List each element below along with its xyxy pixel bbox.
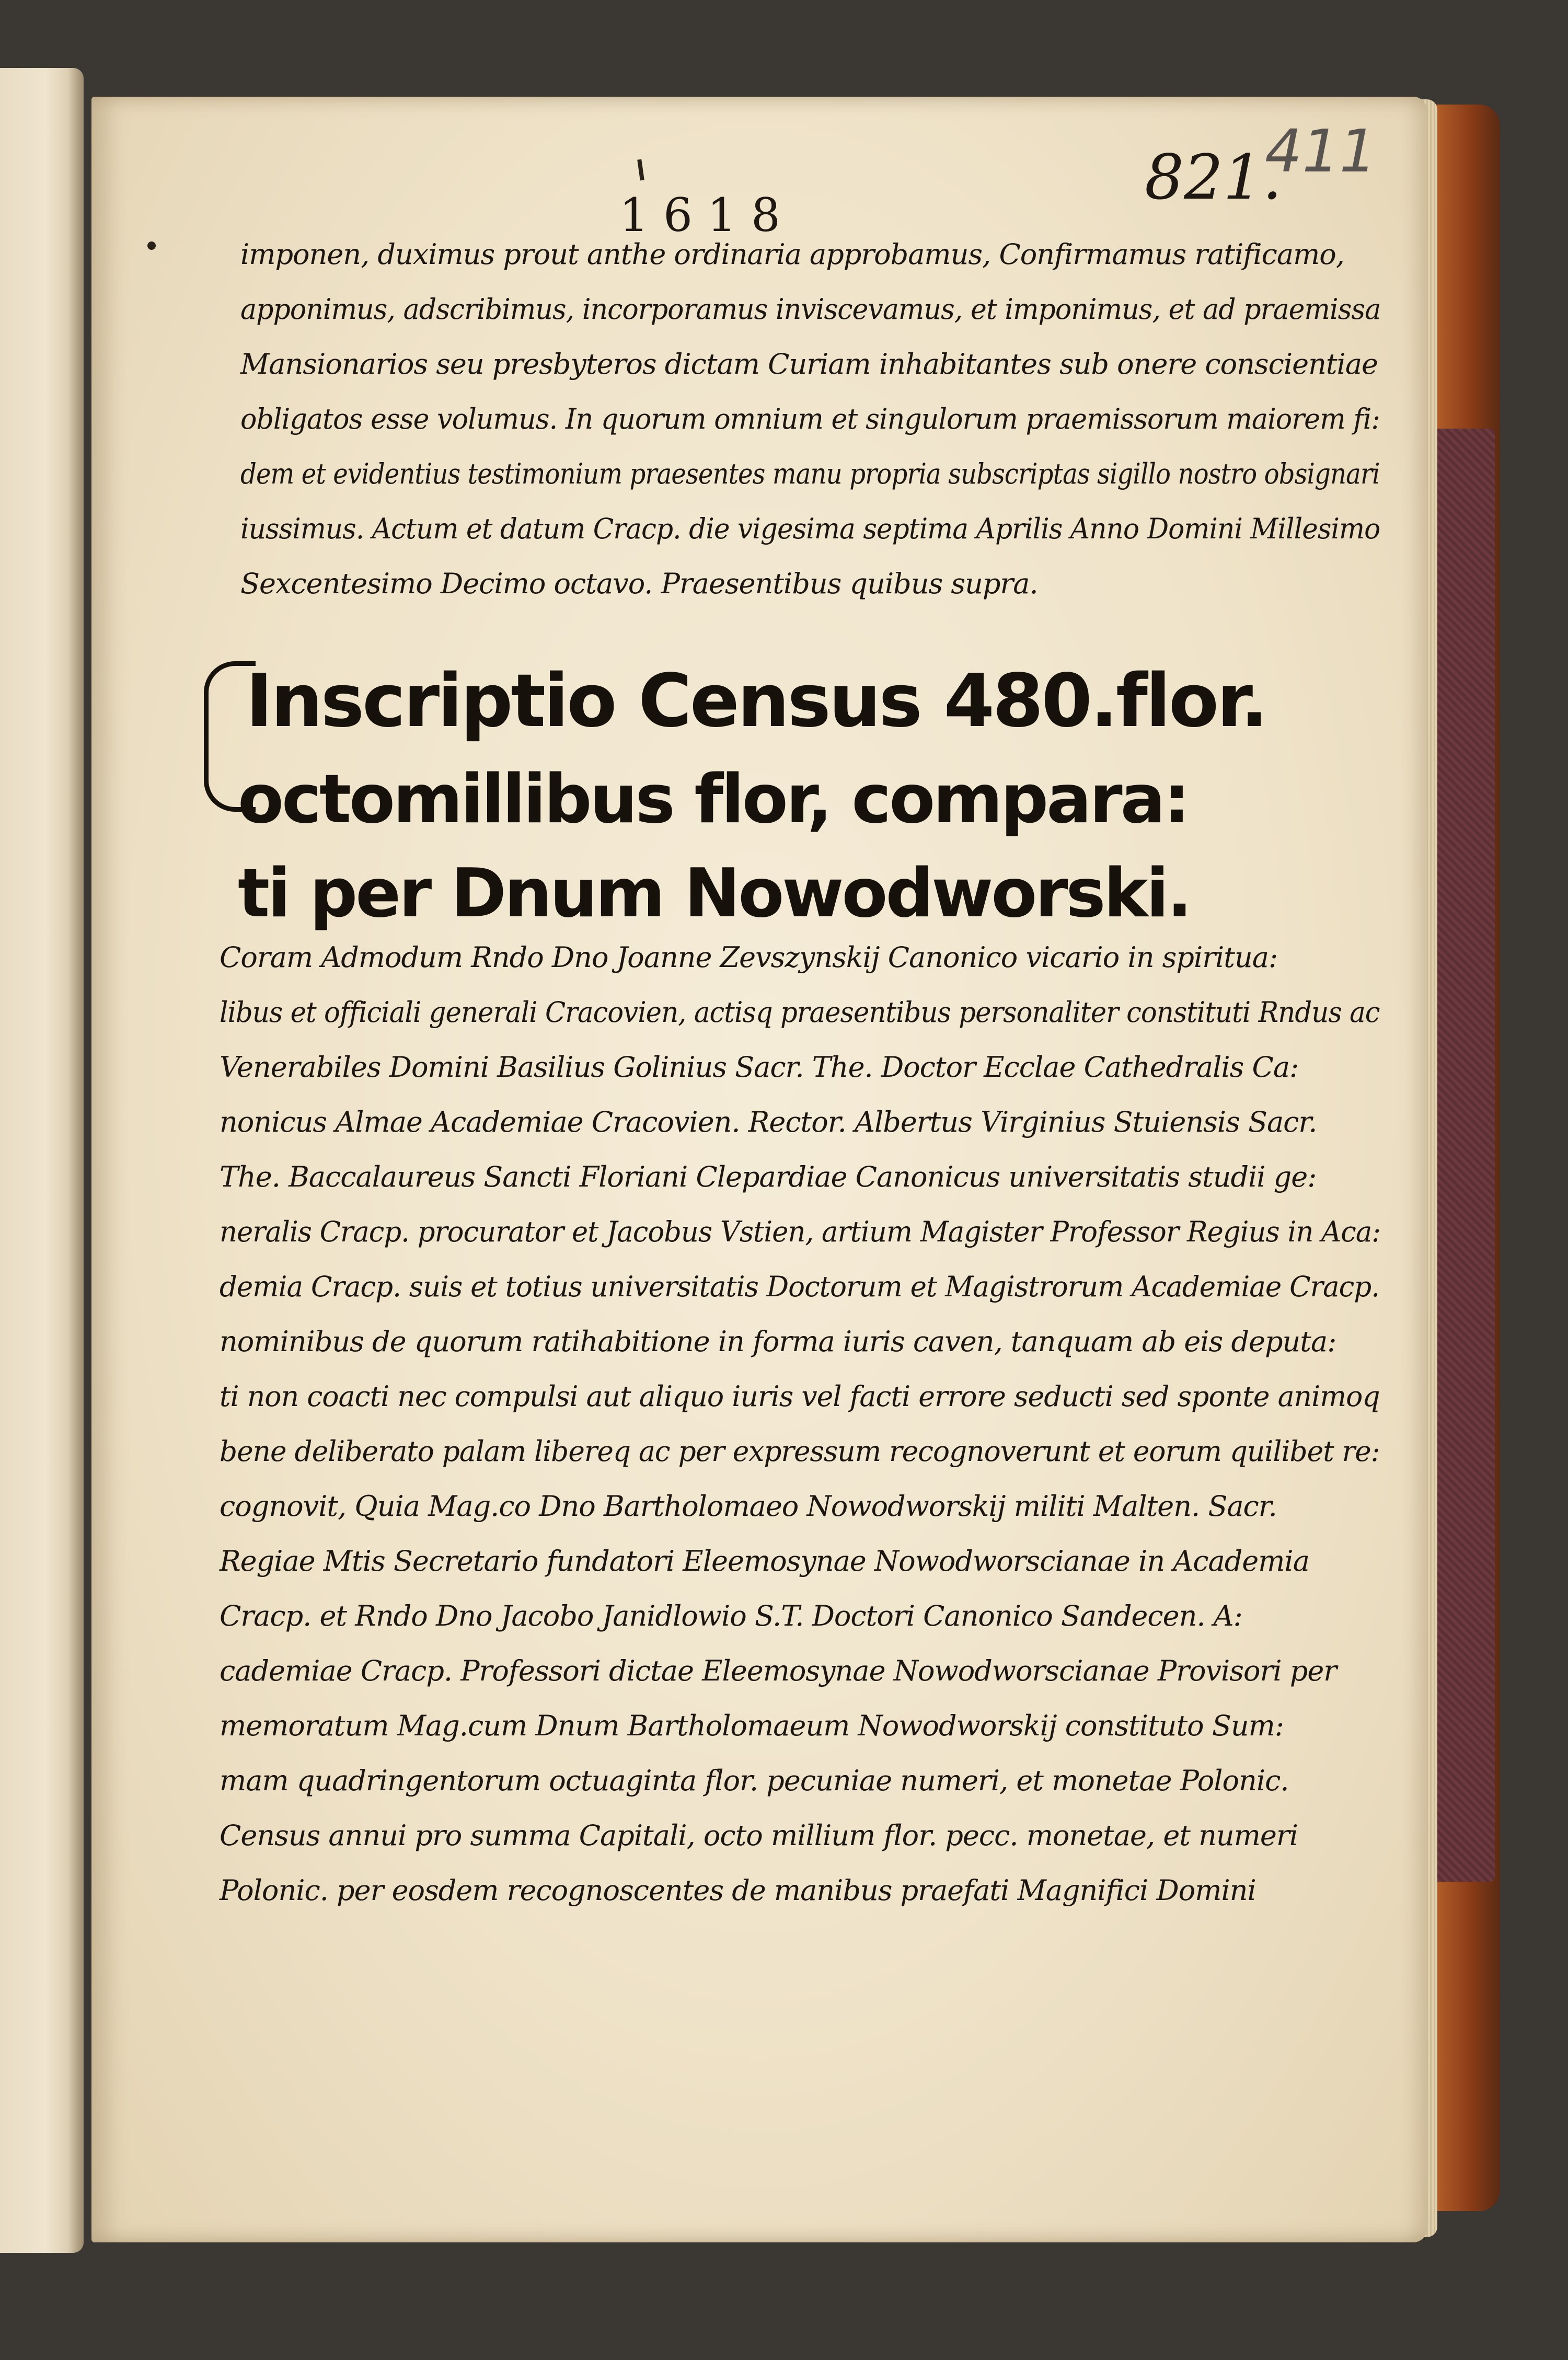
text-line: dem et evidentius testimonium praesentes manu propria subscriptas sigillo nostro obsignari	[240, 457, 1380, 490]
text-line: obligatos esse volumus. In quorum omnium et singulorum praemissorum maiorem fi:	[240, 402, 1380, 435]
text-line: neralis Cracp. procurator et Jacobus Vstien, artium Magister Professor Regius in Aca:	[220, 1215, 1381, 1248]
text-line: iussimus. Actum et datum Cracp. die vigesima septima Aprilis Anno Domini Millesimo	[240, 512, 1380, 545]
left-facing-page	[0, 68, 84, 2253]
text-line: Mansionarios seu presbyteros dictam Curiam inhabitantes sub onere conscientiae	[240, 348, 1378, 381]
text-line: Census annui pro summa Capitali, octo millium flor. pecc. monetae, et numeri	[220, 1819, 1298, 1852]
text-line: nominibus de quorum ratihabitione in forma iuris caven, tanquam ab eis deputa:	[220, 1325, 1336, 1358]
heading-line-1: Inscriptio Census 480.flor.	[246, 659, 1266, 744]
text-line: memoratum Mag.cum Dnum Bartholomaeum Nowodworskij constituto Sum:	[220, 1709, 1284, 1742]
pencil-folio-number: 411	[1265, 118, 1377, 186]
text-line: imponen, duximus prout anthe ordinaria approbamus, Confirmamus ratificamo,	[240, 238, 1344, 271]
heading-line-3: ti per Dnum Nowodworski.	[238, 855, 1191, 933]
folio-number: 821.	[1145, 141, 1282, 213]
text-line: Venerabiles Domini Basilius Golinius Sacr. The. Doctor Ecclae Cathedralis Ca:	[220, 1051, 1299, 1084]
text-line: Polonic. per eosdem recognoscentes de manibus praefati Magnifici Domini	[220, 1874, 1256, 1907]
text-line: cognovit, Quia Mag.co Dno Bartholomaeo Nowodworskij militi Malten. Sacr.	[220, 1490, 1277, 1523]
book-cover-cloth	[1437, 429, 1495, 1882]
text-line: mam quadringentorum octuaginta flor. pecuniae numeri, et monetae Polonic.	[220, 1764, 1289, 1797]
year-heading: 1618	[619, 188, 795, 242]
text-line: Sexcentesimo Decimo octavo. Praesentibus quibus supra.	[240, 567, 1038, 600]
text-line: The. Baccalaureus Sancti Floriani Clepardiae Canonicus universitatis studii ge:	[220, 1160, 1317, 1193]
left-page-fold	[68, 68, 84, 2253]
heading-line-2: octomillibus flor, compara:	[238, 761, 1189, 838]
text-line: demia Cracp. suis et totius universitatis Doctorum et Magistrorum Academiae Cracp.	[220, 1270, 1380, 1303]
text-line: apponimus, adscribimus, incorporamus inviscevamus, et imponimus, et ad praemissa	[240, 293, 1381, 326]
text-line: Cracp. et Rndo Dno Jacobo Janidlowio S.T. Doctori Canonico Sandecen. A:	[220, 1599, 1242, 1632]
text-line: Coram Admodum Rndo Dno Joanne Zevszynskij Canonico vicario in spiritua:	[220, 941, 1278, 974]
margin-dot	[147, 241, 156, 250]
text-line: nonicus Almae Academiae Cracovien. Rector. Albertus Virginius Stuiensis Sacr.	[220, 1106, 1317, 1138]
text-line: Regiae Mtis Secretario fundatori Eleemosynae Nowodworscianae in Academia	[220, 1545, 1309, 1578]
text-line: libus et officiali generali Cracovien, actisq praesentibus personaliter constituti Rndus ac	[220, 996, 1380, 1029]
text-line: ti non coacti nec compulsi aut aliquo iuris vel facti errore seducti sed sponte animoq	[220, 1380, 1380, 1413]
text-line: cademiae Cracp. Professori dictae Eleemosynae Nowodworscianae Provisori per	[220, 1654, 1337, 1687]
text-line: bene deliberato palam libereq ac per expressum recognoverunt et eorum quilibet re:	[220, 1435, 1380, 1468]
